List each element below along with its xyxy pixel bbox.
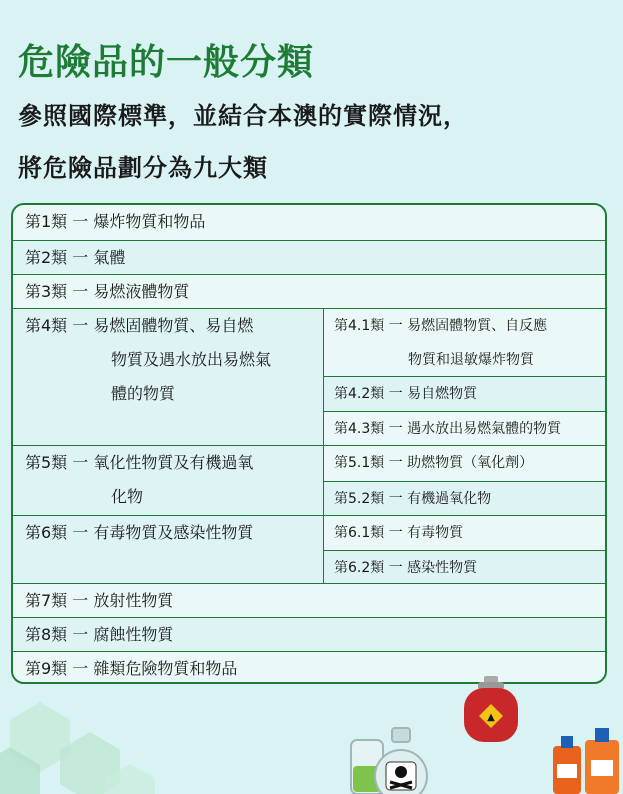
class-5-1-label: 第5.1類 一 助燃物質（氧化劑） bbox=[334, 455, 534, 471]
class-4-1-cell bbox=[323, 309, 605, 376]
class-4-3-label: 第4.3類 一 遇水放出易燃氣體的物質 bbox=[334, 421, 562, 437]
class-2-row bbox=[13, 240, 605, 274]
class-6-2-label: 第6.2類 一 感染性物質 bbox=[334, 560, 478, 576]
class-4-1-label-line-2: 物質和退敏爆炸物質 bbox=[408, 352, 534, 368]
class-6-1-cell bbox=[323, 516, 605, 550]
class-9-label: 第9類 一 雜類危險物質和物品 bbox=[25, 659, 238, 678]
class-4-3-cell bbox=[323, 411, 605, 446]
class-5-2-label: 第5.2類 一 有機過氧化物 bbox=[334, 491, 492, 507]
class-6-label: 第6類 一 有毒物質及感染性物質 bbox=[25, 523, 254, 542]
class-8-row bbox=[13, 617, 605, 651]
class-4-row bbox=[13, 308, 605, 445]
class-4-2-cell bbox=[323, 376, 605, 411]
toxic-bottle-icon bbox=[372, 726, 432, 794]
class-6-2-cell bbox=[323, 550, 605, 584]
class-1-label: 第1類 一 爆炸物質和物品 bbox=[25, 212, 206, 231]
class-5-label-line-2: 化物 bbox=[111, 487, 144, 506]
class-3-row bbox=[13, 274, 605, 308]
class-6-row bbox=[13, 515, 605, 583]
class-4-1-label-line-1: 第4.1類 一 易燃固體物質、自反應 bbox=[334, 318, 548, 334]
page-title: 危險品的一般分類 bbox=[18, 42, 315, 83]
svg-text:▲: ▲ bbox=[487, 712, 495, 723]
class-7-label: 第7類 一 放射性物質 bbox=[25, 591, 174, 610]
classification-table bbox=[11, 203, 607, 684]
hexagon-pattern-decoration bbox=[0, 690, 170, 794]
class-5-label-line-1: 第5類 一 氧化性物質及有機過氧 bbox=[25, 453, 254, 472]
chemical-bottles-icon bbox=[545, 724, 623, 794]
class-5-1-cell bbox=[323, 446, 605, 481]
class-1-row bbox=[13, 205, 605, 240]
subtitle-line-2: 將危險品劃分為九大類 bbox=[18, 154, 268, 182]
class-5-2-cell bbox=[323, 481, 605, 516]
class-4-label-line-3: 體的物質 bbox=[111, 384, 176, 403]
class-4-label-line-2: 物質及遇水放出易燃氣 bbox=[111, 350, 272, 369]
class-8-label: 第8類 一 腐蝕性物質 bbox=[25, 625, 174, 644]
class-2-label: 第2類 一 氣體 bbox=[25, 248, 126, 267]
class-5-row bbox=[13, 445, 605, 515]
gas-cylinder-icon bbox=[460, 674, 524, 744]
subtitle-line-1: 參照國際標準，並結合本澳的實際情況， bbox=[18, 102, 468, 130]
class-3-label: 第3類 一 易燃液體物質 bbox=[25, 282, 190, 301]
class-6-1-label: 第6.1類 一 有毒物質 bbox=[334, 525, 464, 541]
class-4-2-label: 第4.2類 一 易自燃物質 bbox=[334, 386, 478, 402]
class-4-label-line-1: 第4類 一 易燃固體物質、易自燃 bbox=[25, 316, 254, 335]
class-7-row bbox=[13, 583, 605, 617]
